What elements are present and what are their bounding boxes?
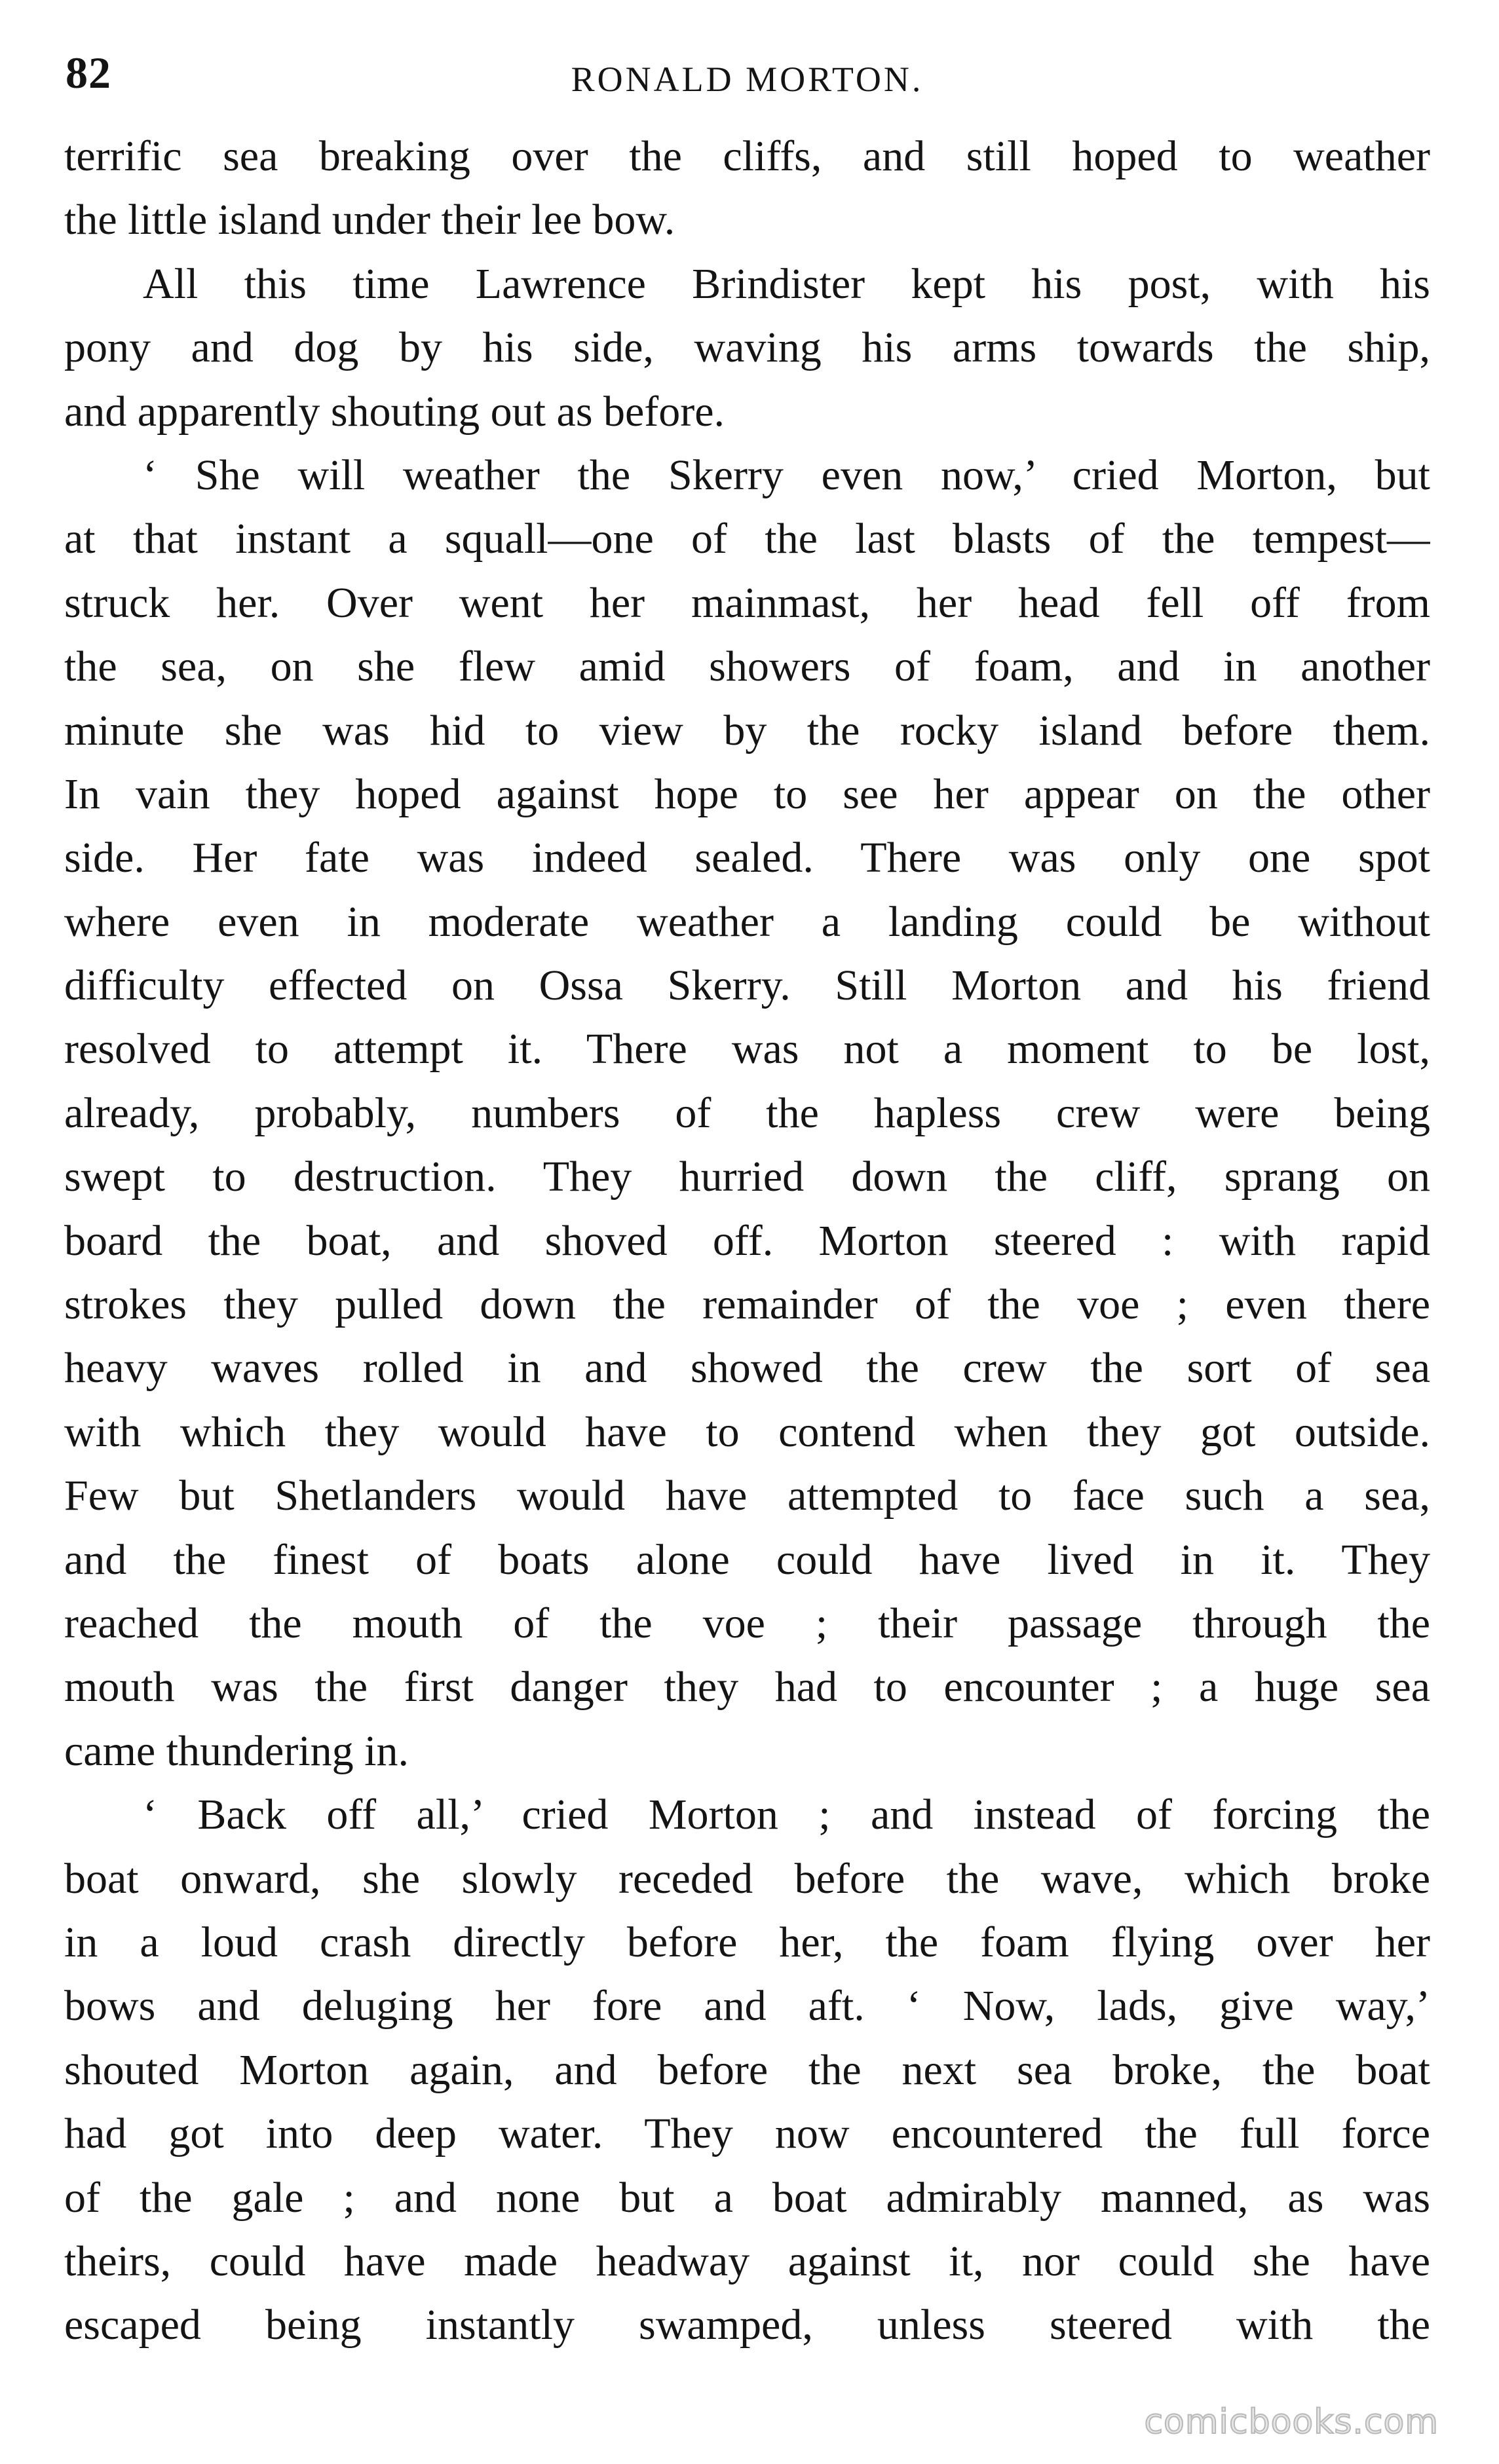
text-line: All this time Lawrence Brindister kept his post, with his xyxy=(143,259,1430,308)
text-line: theirs, could have made headway against it, nor could she have xyxy=(64,2237,1430,2285)
text-line: resolved to attempt it. There was not a moment to be lost, xyxy=(64,1025,1430,1073)
text-line: had got into deep water. They now encountered the full force xyxy=(64,2110,1430,2158)
text-line: reached the mouth of the voe ; their passage through the xyxy=(64,1599,1430,1647)
text-line: strokes they pulled down the remainder of the voe ; even there xyxy=(64,1280,1430,1329)
text-line: with which they would have to contend when they got outside. xyxy=(64,1408,1430,1456)
text-line: shouted Morton again, and before the next sea broke, the boat xyxy=(64,2045,1430,2094)
text-line: board the boat, and shoved off. Morton steered : with rapid xyxy=(64,1216,1430,1265)
text-line: difficulty effected on Ossa Skerry. Still Morton and his friend xyxy=(64,961,1430,1010)
page-number: 82 xyxy=(66,48,111,98)
text-line: boat onward, she slowly receded before the wave, which broke xyxy=(64,1854,1430,1903)
text-line: side. Her fate was indeed sealed. There was only one spot xyxy=(64,834,1430,882)
text-line: terrific sea breaking over the cliffs, and still hoped to weather xyxy=(64,132,1430,180)
running-title: RONALD MORTON. xyxy=(571,60,924,99)
book-page xyxy=(64,39,1430,2357)
text-line: swept to destruction. They hurried down the cliff, sprang on xyxy=(64,1153,1430,1201)
text-line: bows and deluging her fore and aft. ‘ Now, lads, give way,’ xyxy=(64,1982,1430,2030)
watermark: comicbooks.com xyxy=(1144,2402,1439,2442)
text-line: escaped being instantly swamped, unless steered with the xyxy=(64,2301,1430,2349)
text-line: heavy waves rolled in and showed the crew the sort of sea xyxy=(64,1344,1430,1392)
text-line: the sea, on she flew amid showers of foam, and in another xyxy=(64,643,1430,691)
text-line: mouth was the first danger they had to encounter ; a huge sea xyxy=(64,1663,1430,1711)
text-line: and apparently shouting out as before. xyxy=(64,387,725,436)
text-line: at that instant a squall—one of the last blasts of the tempest— xyxy=(64,515,1430,563)
text-line: struck her. Over went her mainmast, her head fell off from xyxy=(64,578,1430,627)
text-line: In vain they hoped against hope to see her appear on the other xyxy=(64,770,1430,818)
page-header xyxy=(64,39,1430,124)
text-line: where even in moderate weather a landing could be without xyxy=(64,897,1430,946)
text-line: pony and dog by his side, waving his arms towards the ship, xyxy=(64,324,1430,372)
text-line: the little island under their lee bow. xyxy=(64,196,675,244)
text-line: of the gale ; and none but a boat admirably manned, as was xyxy=(64,2173,1430,2222)
text-line: and the finest of boats alone could have lived in it. They xyxy=(64,1535,1430,1584)
body-text xyxy=(64,124,1430,2357)
text-line: already, probably, numbers of the hapless crew were being xyxy=(64,1089,1430,1137)
text-line: in a loud crash directly before her, the foam flying over her xyxy=(64,1918,1430,1966)
text-line: came thundering in. xyxy=(64,1727,409,1775)
text-line: Few but Shetlanders would have attempted to face such a sea, xyxy=(64,1472,1430,1520)
text-line: ‘ She will weather the Skerry even now,’ cried Morton, but xyxy=(143,451,1430,499)
text-line: ‘ Back off all,’ cried Morton ; and instead of forcing the xyxy=(143,1791,1430,1839)
text-line: minute she was hid to view by the rocky island before them. xyxy=(64,706,1430,755)
